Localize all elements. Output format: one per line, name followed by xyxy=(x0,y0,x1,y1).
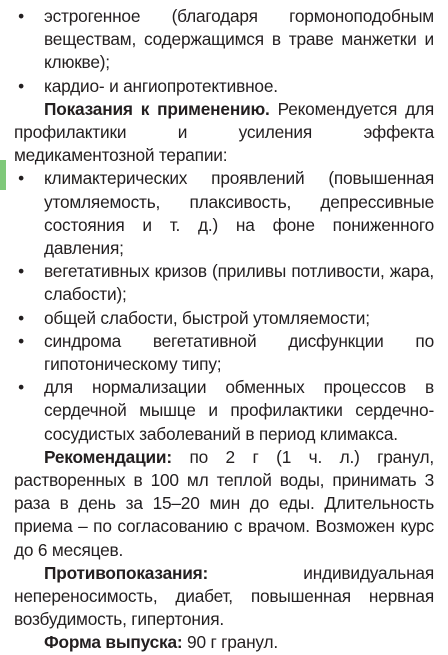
article-body xyxy=(14,5,434,655)
effects-list xyxy=(14,5,434,98)
list-item-text: эстрогенное (благодаря гормоноподобным веществам, содержащимся в траве манжетки и клюкве); xyxy=(44,6,434,73)
list-item xyxy=(14,5,434,75)
list-item-text: кардио- и ангиопротективное. xyxy=(44,75,278,96)
indications-heading: Показания к применению. xyxy=(44,98,270,119)
bullet-icon: • xyxy=(18,377,24,398)
list-item xyxy=(14,307,434,330)
list-item-text: для нормализации обменных процессов в сердечной мышце и профилактики сердечно-сосудистых заболеваний в период климакса. xyxy=(44,377,434,444)
margin-accent-bar xyxy=(0,160,6,190)
bullet-icon: • xyxy=(18,330,24,351)
contraindications-paragraph xyxy=(14,562,434,632)
contraindications-heading: Противопоказания: xyxy=(44,562,209,583)
list-item-text: синдрома вегетативной дисфункции по гипотоническому типу; xyxy=(44,330,434,375)
list-item-text: климактерических проявлений (повышенная утомляемость, плаксивость, депрессивные состояния и т. д.) на фоне пониженного давления; xyxy=(44,168,434,259)
recommendations-text: по 2 г (1 ч. л.) гранул, растворенных в 100 мл теплой воды, принимать 3 раза в день за 15–20 мин до еды. Длительность приема – по согласованию с врачом. Возможен курс до 6 месяцев. xyxy=(14,446,434,560)
bullet-icon: • xyxy=(18,6,24,26)
release-form-heading: Форма выпуска: xyxy=(44,632,183,653)
release-form-text: 90 г гранул. xyxy=(182,632,278,653)
bullet-icon: • xyxy=(18,75,24,96)
indications-list xyxy=(14,167,434,445)
recommendations-heading: Рекомендации: xyxy=(44,446,172,467)
list-item xyxy=(14,75,434,98)
list-item xyxy=(14,330,434,376)
list-item-text: общей слабости, быстрой утомляемости; xyxy=(44,307,370,328)
list-item xyxy=(14,260,434,306)
list-item-text: вегетативных кризов (приливы потливости, жара, слабости); xyxy=(44,261,434,305)
indications-text: Рекомендуется для профилактики и усиления эффекта медикаментозной терапии: xyxy=(14,98,434,166)
bullet-icon: • xyxy=(18,307,24,328)
list-item xyxy=(14,167,434,260)
recommendations-paragraph xyxy=(14,446,434,562)
release-form-paragraph xyxy=(14,631,434,654)
bullet-icon: • xyxy=(18,261,24,282)
contraindications-text: индивидуальная непереносимость, диабет, повышенная нервная возбудимость, гипертония. xyxy=(14,562,434,630)
indications-paragraph xyxy=(14,98,434,168)
bullet-icon: • xyxy=(18,168,24,189)
list-item xyxy=(14,376,434,446)
